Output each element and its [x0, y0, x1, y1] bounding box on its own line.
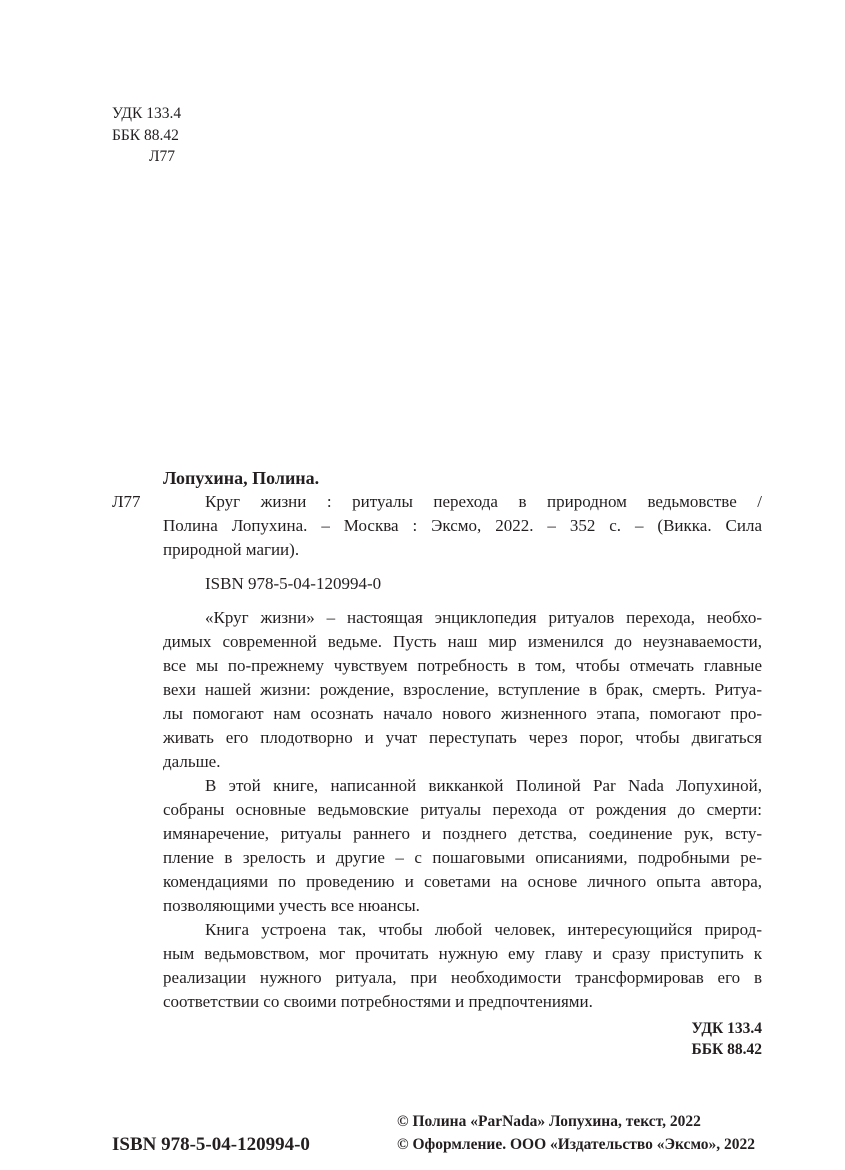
text-line: ным ведьмовством, мог прочитать нужную ему главу и сразу приступить к [163, 944, 762, 963]
text-line: «Круг жизни» – настоящая энциклопедия ритуалов перехода, необхо- [205, 608, 762, 627]
text-line: димых современной ведьме. Пусть наш мир изменился до неузнаваемости, [163, 632, 762, 651]
isbn-entry: ISBN 978-5-04-120994-0 [205, 574, 382, 593]
text-line: соответствии со своими потребностями и предпочтениями. [163, 992, 593, 1011]
text-line: имянаречение, ритуалы раннего и позднего детства, соединение рук, всту- [163, 824, 762, 843]
text-line: позволяющими учесть все нюансы. [163, 896, 420, 915]
text-line: комендациями по проведению и советами на основе личного опыта автора, [163, 872, 762, 891]
page-footer [112, 1110, 762, 1156]
bbk-code: ББК 88.42 [112, 126, 179, 144]
text-line: лы помогают нам осознать начало нового жизненного этапа, помогают про- [163, 704, 762, 723]
text-line: пление в зрелость и другие – с пошаговыми описаниями, подробными ре- [163, 848, 762, 867]
author-mark-side: Л77 [112, 492, 141, 511]
author-mark: Л77 [149, 148, 176, 165]
text-line: Круг жизни : ритуалы перехода в природном ведьмовстве / [205, 492, 762, 511]
text-line: вехи нашей жизни: рождение, взросление, вступление в брак, смерть. Ритуа- [163, 680, 762, 699]
text-line: дальше. [163, 752, 221, 771]
copyright [397, 1110, 755, 1156]
udk-code: УДК 133.4 [112, 105, 182, 122]
annotation [163, 606, 762, 1014]
udk-code: УДК 133.4 [691, 1020, 762, 1037]
text-line: собраны основные ведьмовские ритуалы перехода от рождения до смерти: [163, 800, 762, 819]
text-line: Полина Лопухина. – Москва : Эксмо, 2022. – 352 с. – (Викка. Сила [163, 516, 762, 535]
isbn-bottom: ISBN 978-5-04-120994-0 [112, 1134, 310, 1155]
bbk-code: ББК 88.42 [691, 1041, 762, 1058]
text-line: все мы по-прежнему чувствуем потребность в том, чтобы отмечать главные [163, 656, 762, 675]
copyright-publisher: © Оформление. ООО «Издательство «Эксмо», 2022 [397, 1136, 756, 1153]
classification-codes [112, 103, 181, 168]
text-line: природной магии). [163, 540, 300, 559]
text-line: живать его плодотворно и учат переступать через порог, чтобы двигаться [163, 728, 762, 747]
text-line: В этой книге, написанной викканкой Полиной Par Nada Лопухиной, [205, 776, 762, 795]
catalog-card [112, 466, 762, 1156]
bibliographic-description [112, 490, 762, 562]
copyright-author: © Полина «ParNada» Лопухина, текст, 2022 [397, 1113, 701, 1130]
footer-codes [163, 1018, 762, 1060]
author-heading: Лопухина, Полина. [163, 468, 320, 488]
text-line: Книга устроена так, чтобы любой человек, интересующийся природ- [205, 920, 762, 939]
text-line: реализации нужного ритуала, при необходимости трансформировав его в [163, 968, 762, 987]
